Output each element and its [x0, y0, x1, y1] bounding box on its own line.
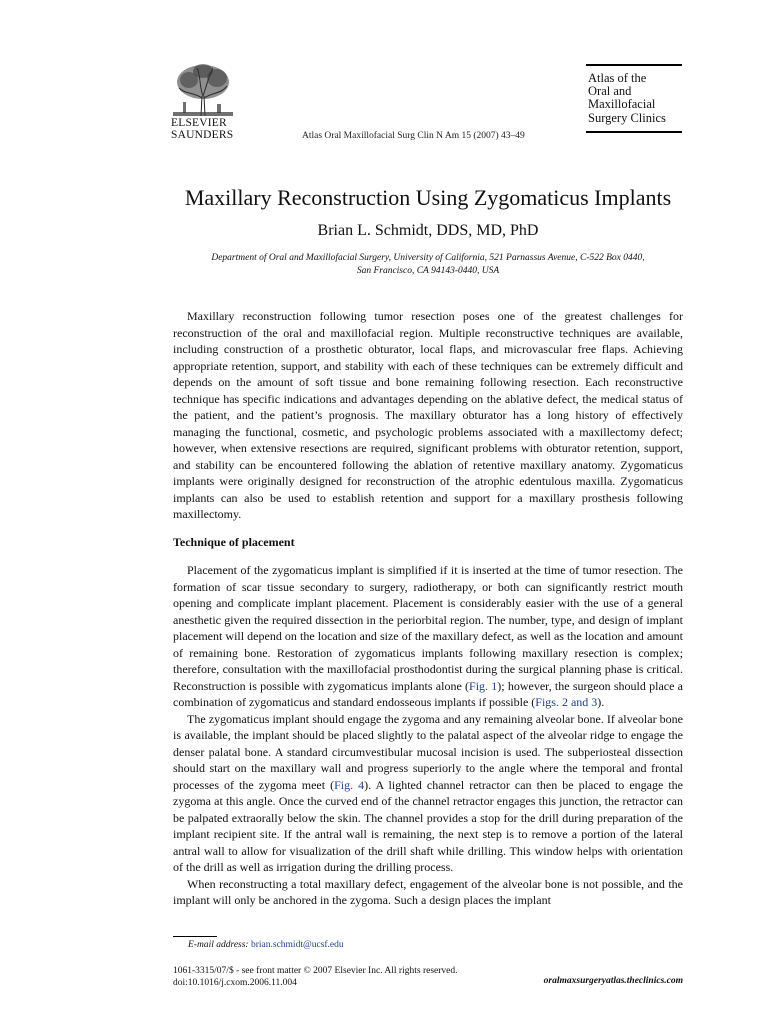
email-label: E-mail address:	[188, 940, 249, 950]
text: ); however, the surgeon should place a combination of zygomaticus and standard endosseous implants if possible (	[173, 678, 683, 709]
figure-link[interactable]: Figs. 2 and 3	[535, 695, 598, 709]
rule-bottom	[586, 131, 682, 133]
author-affiliation	[180, 252, 676, 277]
elsevier-tree-logo-icon	[171, 62, 235, 118]
journal-url[interactable]: oralmaxsurgeryatlas.theclinics.com	[543, 976, 683, 986]
journal-name-line: Atlas of the	[588, 71, 647, 85]
email-link[interactable]: brian.schmidt@ucsf.edu	[250, 940, 344, 950]
journal-citation: Atlas Oral Maxillofacial Surg Clin N Am 15 (2007) 43–49	[302, 131, 525, 141]
journal-name-line: Maxillofacial	[588, 97, 656, 112]
paragraph	[173, 562, 683, 711]
rule-top	[586, 64, 682, 66]
affiliation-line: San Francisco, CA 94143-0440, USA	[356, 265, 500, 276]
article-title: Maxillary Reconstruction Using Zygomaticus Implants	[184, 185, 672, 210]
abstract-text: Maxillary reconstruction following tumor resection poses one of the greatest challenges for reconstruction of the oral and maxillofacial region. Multiple reconstructive techniques are available, including construction of a prosthetic obturator, local flaps, and microvascular free flaps. Achieving appropriate retention, support, and stability with each of these techniques can be extremely difficult and depends on the amount of soft tissue and bone remaining following resection. Each reconstructive technique has specific indications and advantages depending on the ablative defect, the medical status of the patient, and the patient’s prognosis. The maxillary obturator has a long history of effectively managing the functional, cosmetic, and psychologic problems associated with a maxillectomy defect; however, when extensive resections are required, significant problems with obturator retention, support, and stability can be encountered following the ablation of retentive maxillary anatomy. Zygomaticus implants were originally designed for reconstruction of the atrophic edentulous maxilla. Zygomaticus implants can also be used to establish retention and support for a maxillary prosthesis following maxillectomy.	[173, 309, 683, 521]
text: ). A lighted channel retractor can then be placed to engage the zygoma at this angle. Once the curved end of the channel retractor engages this junction, the retractor can be palpated extraorally below the skin. The channel provides a stop for the drill during preparation of the implant recipient site. If the antral wall is remaining, the next step is to remove a portion of the lateral antral wall to allow for visualization of the drill shaft while drilling. This window helps with orientation of the drill as well as irrigation during the drilling process.	[173, 777, 683, 874]
footnote-rule	[173, 936, 217, 937]
body-text	[173, 562, 683, 909]
journal-name-line: Oral and	[588, 84, 632, 99]
paragraph	[173, 876, 683, 909]
text: Placement of the zygomaticus implant is simplified if it is inserted at the time of tumor resection. The formation of scar tissue secondary to surgery, radiotherapy, or both can significantly restrict mouth opening and complicate implant placement. Placement is considerably easier with the use of a general anesthetic given the required dissection in the periorbital region. The number, type, and design of implant placement will depend on the location and size of the maxillary defect, as well as the location and amount of remaining bone. Restoration of zygomaticus implants following maxillary resection is complex; therefore, consultation with the maxillofacial prosthodontist during the surgical planning phase is critical. Reconstruction is possible with zygomaticus implants alone (	[173, 563, 683, 693]
publisher-imprint: SAUNDERS	[171, 129, 234, 141]
figure-link[interactable]: Fig. 4	[334, 777, 365, 792]
doi-line: doi:10.1016/j.cxom.2006.11.004	[173, 978, 297, 988]
issn-line: 1061-3315/07/$ - see front matter © 2007 Elsevier Inc. All rights reserved.	[173, 966, 458, 976]
author-email	[188, 940, 344, 950]
text: ).	[597, 695, 605, 709]
abstract	[173, 308, 683, 523]
journal-title-box	[586, 64, 682, 133]
section-heading: Technique of placement	[173, 535, 295, 549]
paragraph	[173, 711, 683, 876]
article-author: Brian L. Schmidt, DDS, MD, PhD	[317, 222, 539, 239]
affiliation-line: Department of Oral and Maxillofacial Surgery, University of California, 521 Parnassus Avenue, C-522 Box 0440,	[211, 253, 645, 263]
journal-name-line: Surgery Clinics	[588, 110, 666, 125]
copyright-info	[173, 965, 458, 989]
publisher-name: ELSEVIER	[171, 117, 227, 129]
journal-name	[588, 72, 682, 125]
text: The zygomaticus implant should engage the zygoma and any remaining alveolar bone. If alveolar bone is available, the implant should be placed slightly to the palatal aspect of the alveolar ridge to engage the denser palatal bone. A standard circumvestibular mucosal incision is used. The subperiosteal dissection should start on the maxillary wall and progress superiorly to the angle where the temporal and frontal processes of the zygoma meet (	[173, 711, 683, 792]
text: When reconstructing a total maxillary defect, engagement of the alveolar bone is not possible, and the implant will only be anchored in the zygoma. Such a design places the implant	[173, 876, 683, 907]
figure-link[interactable]: Fig. 1	[469, 678, 498, 693]
